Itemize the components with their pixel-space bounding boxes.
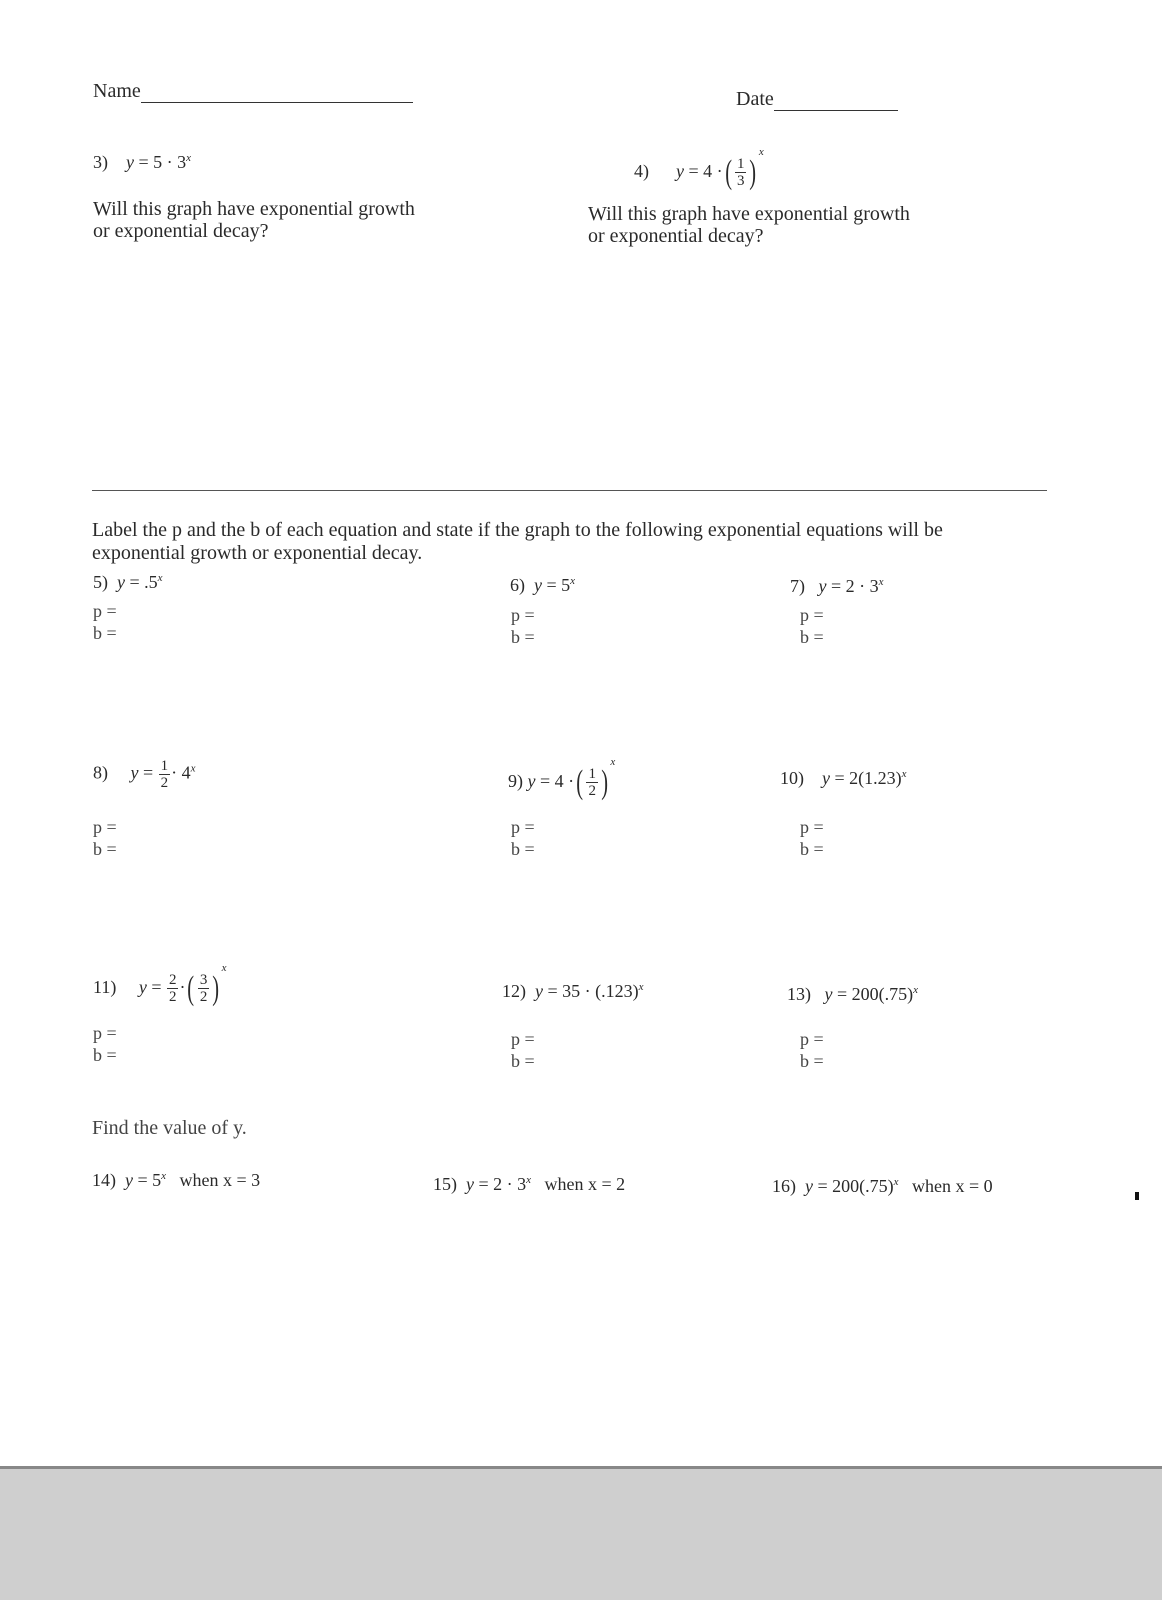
problem-4-equation: 4) y = 4 ·( $\frac{1}{3}$ )$^x$ <box>634 146 764 191</box>
question-line: Will this graph have exponential growth <box>93 198 415 220</box>
p-label: p = <box>800 1029 824 1049</box>
problem-14: 14) $y = 5^x$ when x = 3 <box>92 1170 261 1190</box>
page-edge <box>0 1466 1162 1469</box>
problem-5-equation: 5) $y = .5^x$ <box>93 572 163 592</box>
b-label: b = <box>511 839 535 859</box>
b-label: b = <box>93 623 117 643</box>
problem-11-answers[interactable] <box>93 1022 117 1066</box>
problem-number: 3) <box>93 152 108 172</box>
problem-8-answers[interactable] <box>93 816 117 860</box>
var-y: y <box>126 152 134 172</box>
question-line: or exponential decay? <box>93 220 269 242</box>
fraction: $\frac{1}{3}$ <box>736 156 745 190</box>
b-label: b = <box>800 627 824 647</box>
exponent: x <box>758 146 764 158</box>
p-label: p = <box>93 817 117 837</box>
problem-3-equation <box>93 152 191 173</box>
instructions-line: Label the p and the b of each equation and state if the graph to the following exponential equations will be <box>92 519 943 541</box>
name-label: Name <box>93 80 141 102</box>
var-y: y <box>676 161 684 181</box>
problem-9-equation: 9) y = 4 ·( $\frac{1}{2}$ )$^x$ <box>508 756 616 801</box>
problem-12-answers[interactable] <box>511 1028 535 1072</box>
problem-10-answers[interactable] <box>800 816 824 860</box>
problem-4-question <box>588 203 910 247</box>
p-label: p = <box>93 1023 117 1043</box>
b-label: b = <box>511 1051 535 1071</box>
problem-16: 16) $y = 200(.75)^x$ when x = 0 <box>772 1176 993 1196</box>
problem-15: 15) $y = 2 \cdot 3^x$ when x = 2 <box>433 1174 626 1194</box>
b-label: b = <box>511 627 535 647</box>
p-label: p = <box>511 1029 535 1049</box>
p-label: p = <box>800 817 824 837</box>
problem-11-equation: 11) y = $\frac{2}{2}$ ·( $\frac{3}{2}$ )$^x$ <box>93 962 227 1007</box>
instructions <box>92 519 943 565</box>
problem-6-answers[interactable] <box>511 604 535 648</box>
p-label: p = <box>511 817 535 837</box>
b-label: b = <box>93 1045 117 1065</box>
date-field[interactable] <box>736 88 898 111</box>
problem-6-equation: 6) $y = 5^x$ <box>510 575 576 595</box>
b-label: b = <box>93 839 117 859</box>
problem-number: 4) <box>634 161 649 181</box>
problem-5-answers[interactable] <box>93 600 117 644</box>
problem-12-equation: 12) $y = 35 \cdot (.123)^x$ <box>502 981 644 1001</box>
problem-10-equation: 10) $y = 2(1.23)^x$ <box>780 768 907 788</box>
p-label: p = <box>800 605 824 625</box>
date-label: Date <box>736 88 774 110</box>
scan-background <box>0 1466 1162 1600</box>
problem-7-answers[interactable] <box>800 604 824 648</box>
equation-rhs: = 5 · 3 <box>138 152 187 172</box>
problem-13-answers[interactable] <box>800 1028 824 1072</box>
b-label: b = <box>800 839 824 859</box>
question-line: or exponential decay? <box>588 225 764 247</box>
section-divider <box>92 490 1047 491</box>
question-line: Will this graph have exponential growth <box>588 203 910 225</box>
name-field[interactable] <box>93 80 413 103</box>
equation-rhs: = 4 · <box>688 161 723 181</box>
problem-3-question <box>93 198 415 242</box>
scan-mark <box>1135 1192 1139 1200</box>
find-heading: Find the value of y. <box>92 1117 247 1139</box>
instructions-line: exponential growth or exponential decay. <box>92 542 423 564</box>
problem-7-equation: 7) $y = 2 \cdot 3^x$ <box>790 576 884 596</box>
exponent: x <box>186 152 192 164</box>
b-label: b = <box>800 1051 824 1071</box>
problem-9-answers[interactable] <box>511 816 535 860</box>
problem-13-equation: 13) $y = 200(.75)^x$ <box>787 984 919 1004</box>
problem-8-equation: 8) y = $\frac{1}{2}$ · $4^x$ <box>93 758 196 791</box>
p-label: p = <box>511 605 535 625</box>
p-label: p = <box>93 601 117 621</box>
